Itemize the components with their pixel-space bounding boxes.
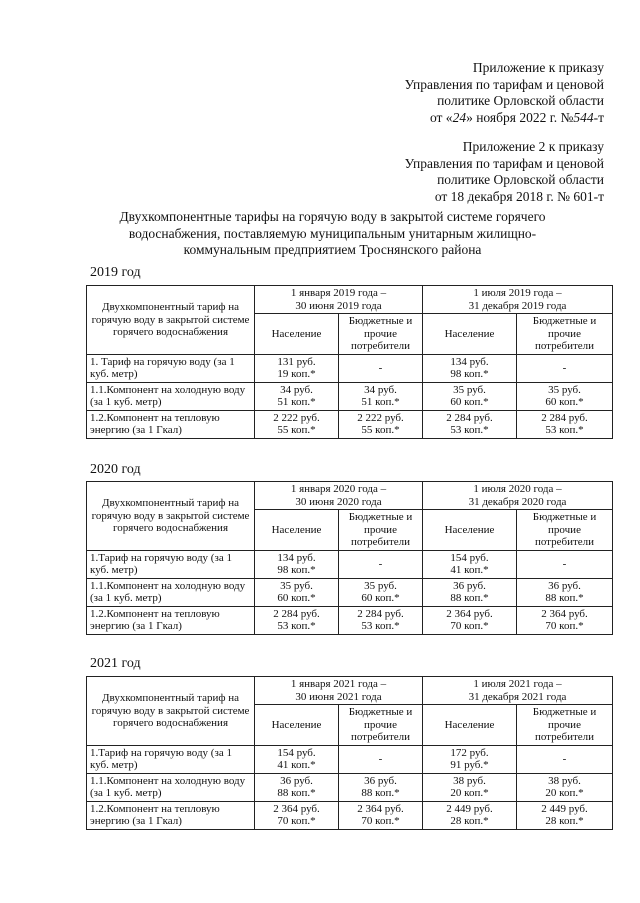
value-cell: 2 449 руб. 28 коп.* <box>517 801 613 829</box>
header-date-line <box>405 110 604 127</box>
value-cell: 36 руб. 88 коп.* <box>517 578 613 606</box>
value-cell: 36 руб. 88 коп.* <box>255 773 339 801</box>
order-reference-header <box>405 60 604 126</box>
value-cell: 134 руб. 98 коп.* <box>255 550 339 578</box>
population-header: Население <box>423 314 517 355</box>
date-mid: » ноября 2022 г. № <box>466 109 574 125</box>
value-cell: - <box>339 550 423 578</box>
header-line: Приложение к приказу <box>472 60 604 75</box>
value-cell: 2 284 руб. 53 коп.* <box>339 606 423 634</box>
period-header-first-half: 1 января 2021 года – 30 июня 2021 года <box>255 677 423 705</box>
document-title <box>90 209 575 259</box>
table-row <box>87 745 613 773</box>
row-label: 1.1.Компонент на холодную воду (за 1 куб. метр) <box>87 773 255 801</box>
title-line: Двухкомпонентные тарифы на горячую воду в закрытой системе горячего <box>119 209 546 224</box>
tariff-table <box>86 285 613 439</box>
header-line: от 18 декабря 2018 г. № 601-т <box>434 188 604 204</box>
period-header-first-half: 1 января 2020 года – 30 июня 2020 года <box>255 482 423 510</box>
value-cell: 2 222 руб. 55 коп.* <box>255 410 339 438</box>
row-label: 1.1.Компонент на холодную воду (за 1 куб. метр) <box>87 578 255 606</box>
table-row <box>87 801 613 829</box>
header-line: Управления по тарифам и ценовой <box>404 155 604 171</box>
value-cell: 36 руб. 88 коп.* <box>423 578 517 606</box>
value-cell: - <box>339 354 423 382</box>
value-cell: 36 руб. 88 коп.* <box>339 773 423 801</box>
table-row <box>87 550 613 578</box>
period-header-second-half: 1 июля 2020 года – 31 декабря 2020 года <box>423 482 613 510</box>
tariff-header-cell: Двухкомпонентный тариф на горячую воду в закрытой системе горячего водоснабжения <box>87 677 255 746</box>
row-label: 1.Тариф на горячую воду (за 1 куб. метр) <box>87 550 255 578</box>
table-row <box>87 382 613 410</box>
value-cell: 154 руб. 41 коп.* <box>423 550 517 578</box>
budget-consumers-header: Бюджетные и прочие потребители <box>517 314 613 355</box>
value-cell: 2 364 руб. 70 коп.* <box>339 801 423 829</box>
row-label: 1.Тариф на горячую воду (за 1 куб. метр) <box>87 745 255 773</box>
value-cell: 38 руб. 20 коп.* <box>517 773 613 801</box>
budget-consumers-header: Бюджетные и прочие потребители <box>339 510 423 551</box>
table-row <box>87 410 613 438</box>
period-header-second-half: 1 июля 2021 года – 31 декабря 2021 года <box>423 677 613 705</box>
title-line: водоснабжения, поставляемую муниципальным унитарным жилищно- <box>128 225 537 241</box>
value-cell: 2 364 руб. 70 коп.* <box>255 801 339 829</box>
value-cell: 35 руб. 60 коп.* <box>423 382 517 410</box>
tariff-table <box>86 676 613 830</box>
value-cell: - <box>517 745 613 773</box>
title-line: коммунальным предприятием Троснянского района <box>183 242 482 257</box>
population-header: Население <box>255 705 339 746</box>
tariff-table <box>86 481 613 635</box>
value-cell: - <box>339 745 423 773</box>
value-cell: 34 руб. 51 коп.* <box>339 382 423 410</box>
tariff-header-cell: Двухкомпонентный тариф на горячую воду в закрытой системе горячего водоснабжения <box>87 286 255 355</box>
value-cell: - <box>517 550 613 578</box>
budget-consumers-header: Бюджетные и прочие потребители <box>339 705 423 746</box>
value-cell: 2 364 руб. 70 коп.* <box>517 606 613 634</box>
date-prefix: от « <box>429 109 453 125</box>
value-cell: 38 руб. 20 коп.* <box>423 773 517 801</box>
population-header: Население <box>255 314 339 355</box>
handwritten-number: 544 <box>573 109 594 125</box>
header-line: Управления по тарифам и ценовой <box>404 76 604 92</box>
value-cell: 2 222 руб. 55 коп.* <box>339 410 423 438</box>
value-cell: 2 449 руб. 28 коп.* <box>423 801 517 829</box>
table-row <box>87 606 613 634</box>
budget-consumers-header: Бюджетные и прочие потребители <box>517 705 613 746</box>
table-row <box>87 354 613 382</box>
year-label: 2020 год <box>90 462 141 477</box>
period-header-first-half: 1 января 2019 года – 30 июня 2019 года <box>255 286 423 314</box>
header-line: политике Орловской области <box>437 172 604 187</box>
row-label: 1.2.Компонент на тепловую энергию (за 1 Гкал) <box>87 801 255 829</box>
value-cell: 2 284 руб. 53 коп.* <box>255 606 339 634</box>
value-cell: 35 руб. 60 коп.* <box>517 382 613 410</box>
row-label: 1.2.Компонент на тепловую энергию (за 1 Гкал) <box>87 410 255 438</box>
value-cell: 2 364 руб. 70 коп.* <box>423 606 517 634</box>
value-cell: 172 руб. 91 руб.* <box>423 745 517 773</box>
budget-consumers-header: Бюджетные и прочие потребители <box>339 314 423 355</box>
row-label: 1. Тариф на горячую воду (за 1 куб. метр) <box>87 354 255 382</box>
budget-consumers-header: Бюджетные и прочие потребители <box>517 510 613 551</box>
period-header-second-half: 1 июля 2019 года – 31 декабря 2019 года <box>423 286 613 314</box>
value-cell: 2 284 руб. 53 коп.* <box>517 410 613 438</box>
value-cell: 2 284 руб. 53 коп.* <box>423 410 517 438</box>
value-cell: - <box>517 354 613 382</box>
value-cell: 35 руб. 60 коп.* <box>339 578 423 606</box>
population-header: Население <box>255 510 339 551</box>
date-suffix: -т <box>593 109 604 125</box>
row-label: 1.1.Компонент на холодную воду (за 1 куб. метр) <box>87 382 255 410</box>
handwritten-day: 24 <box>452 109 467 125</box>
value-cell: 134 руб. 98 коп.* <box>423 354 517 382</box>
value-cell: 35 руб. 60 коп.* <box>255 578 339 606</box>
tariff-header-cell: Двухкомпонентный тариф на горячую воду в закрытой системе горячего водоснабжения <box>87 482 255 551</box>
row-label: 1.2.Компонент на тепловую энергию (за 1 Гкал) <box>87 606 255 634</box>
appendix-reference-header <box>405 139 604 205</box>
year-label: 2021 год <box>90 656 141 671</box>
table-row <box>87 773 613 801</box>
value-cell: 34 руб. 51 коп.* <box>255 382 339 410</box>
header-line: Приложение 2 к приказу <box>462 139 604 154</box>
header-line: политике Орловской области <box>437 93 604 108</box>
population-header: Население <box>423 705 517 746</box>
value-cell: 131 руб. 19 коп.* <box>255 354 339 382</box>
table-row <box>87 578 613 606</box>
population-header: Население <box>423 510 517 551</box>
year-label: 2019 год <box>90 265 141 280</box>
value-cell: 154 руб. 41 коп.* <box>255 745 339 773</box>
